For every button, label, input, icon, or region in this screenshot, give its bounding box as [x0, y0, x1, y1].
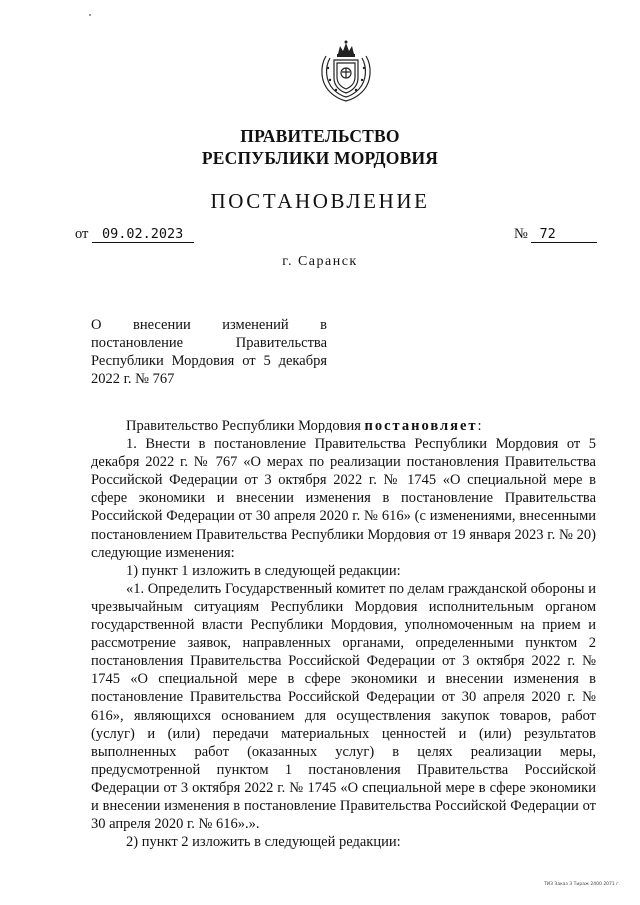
paragraph-3: «1. Определить Государственный комитет по делам гражданской обороны и чрезвычайным ситуациям Республики Мордовия исполнительным органом государственной власти Республики Мордовия, уполномоченным на прием и рассмотрение заявок, направленных органами, определенными пунктом 2 постановления Правительства Российской Федерации от 3 октября 2022 г. № 1745 «О специальной мере в сфере экономики и внесении изменения в постановление Правительства Российской Федерации от 30 апреля 2020 г. № 616», являющихся основанием для осуществления закупок товаров, работ (услуг) и (или) передачи материальных ценностей и (или) результатов выполненных работ (оказанных услуг) в целях реализации меры, предусмотренной пунктом 1 постановления Правительства Российской Федерации от 3 октября 2022 г. № 1745 «О специальной мере в сфере экономики и внесении изменения в постановление Правительства Российской Федерации от 30 апреля 2020 г. № 616».».	[91, 580, 596, 833]
document-number: 72	[531, 227, 597, 243]
decree-word: постановляет	[364, 418, 478, 434]
paragraph-2: 1) пункт 1 изложить в следующей редакции:	[126, 562, 401, 579]
document-type: ПОСТАНОВЛЕНИЕ	[210, 189, 430, 213]
org-name-line2: РЕСПУБЛИКИ МОРДОВИЯ	[201, 148, 439, 168]
document-date: 09.02.2023	[92, 227, 194, 243]
print-mark: ТИЗ Заказ 3 Тираж 2400 2071 г.	[544, 882, 620, 887]
org-name-line1: ПРАВИТЕЛЬСТВО	[240, 126, 400, 146]
mordovia-coat-of-arms-icon	[316, 38, 376, 104]
number-prefix: №	[514, 226, 528, 242]
intro-paragraph	[91, 417, 596, 435]
date-prefix: от	[75, 226, 89, 242]
document-title: О внесении изменений в постановление Правительства Республики Мордовия от 5 декабря 2022 г. № 767	[91, 317, 327, 387]
document-body	[91, 417, 596, 851]
paragraph-4: 2) пункт 2 изложить в следующей редакции:	[126, 834, 401, 851]
city: г. Саранск	[282, 254, 358, 269]
date-line	[75, 226, 194, 243]
scan-dot	[89, 14, 91, 16]
number-line	[514, 226, 597, 243]
intro-suffix: :	[477, 418, 482, 434]
intro-prefix: Правительство Республики Мордовия	[126, 418, 365, 434]
paragraph-1: 1. Внести в постановление Правительства Республики Мордовия от 5 декабря 2022 г. № 767 «О мерах по реализации постановления Правительства Российской Федерации от 3 октября 2022 г. № 1745 «О специальной мере в сфере экономики и внесении изменения в постановление Правительства Российской Федерации от 30 апреля 2020 г. № 616» (с изменениями, внесенными постановлением Правительства Республики Мордовия от 19 января 2023 г. № 20) следующие изменения:	[91, 436, 596, 561]
